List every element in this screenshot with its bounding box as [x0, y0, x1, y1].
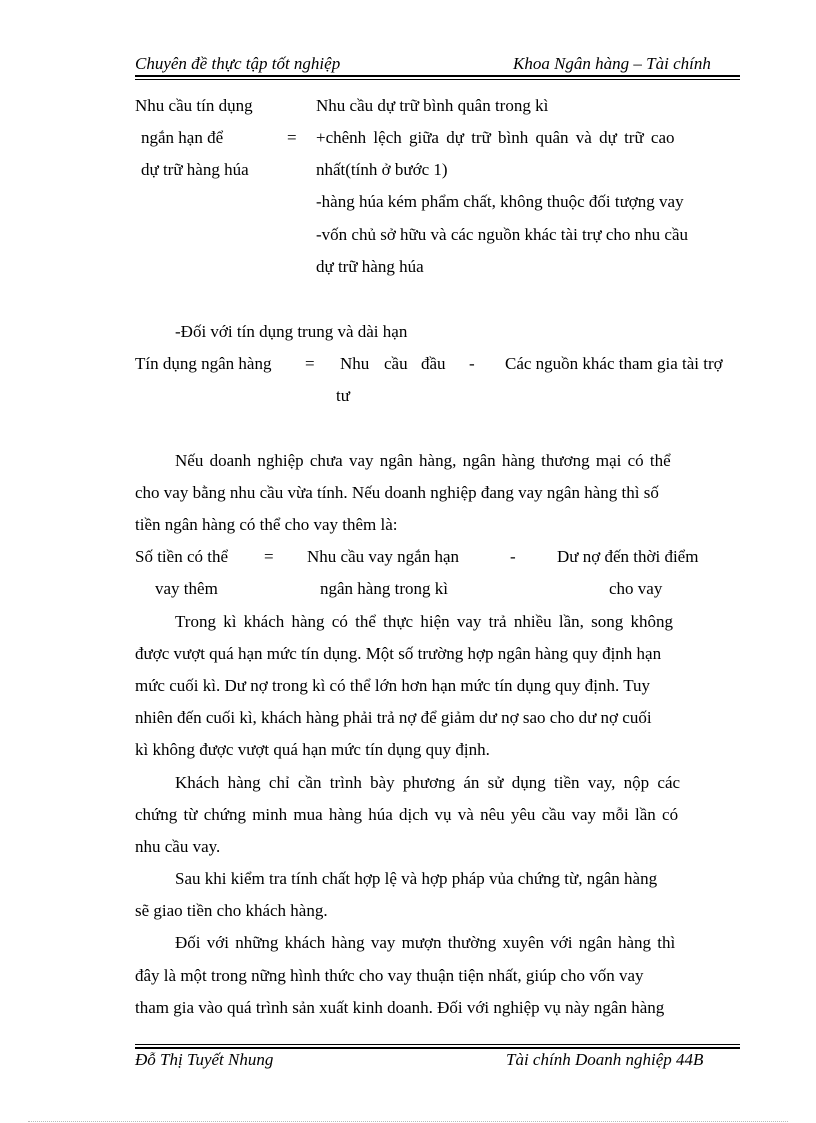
long-term-left: Tín dụng ngân hàng [135, 354, 272, 373]
formula1-left-3: dự trữ hàng húa [141, 160, 249, 179]
long-term-middle-1: Nhu [340, 354, 370, 373]
footer-left: Đỗ Thị Tuyết Nhung [135, 1050, 274, 1069]
formula1-equals: = [287, 128, 297, 147]
formula1-right-1: Nhu cầu dự trữ bình quân trong kì [316, 96, 549, 115]
para5-line-1: Đối với những khách hàng vay mượn thường xuyên với ngân hàng thì [175, 933, 676, 952]
formula1-right-2 [316, 128, 738, 148]
formula2-left-1: Số tiền có thể [135, 547, 229, 566]
para1-line-2: cho vay bằng nhu cầu vừa tính. Nếu doanh nghiệp đang vay ngân hàng thì số [135, 483, 659, 502]
para5-line-3: tham gia vào quá trình sản xuất kinh doanh. Đối với nghiệp vụ này ngân hàng [135, 998, 665, 1017]
formula2-mid-2: ngân hàng trong kì [320, 579, 448, 598]
header-right: Khoa Ngân hàng – Tài chính [513, 54, 711, 73]
formula2-minus: - [510, 547, 516, 566]
formula1-right-4: -hàng húa kém phẩm chất, không thuộc đối tượng vay [316, 192, 684, 211]
para3-line-1: Khách hàng chỉ cần trình bày phương án sử dụng tiền vay, nộp các [175, 773, 681, 792]
formula2-mid-1: Nhu cầu vay ngắn hạn [307, 547, 460, 566]
formula2-right-1: Dư nợ đến thời điểm [557, 547, 699, 566]
header-rule [135, 75, 740, 77]
para5-line-2: đây là một trong nững hình thức cho vay thuận tiện nhất, giúp cho vốn vay [135, 966, 644, 985]
para2-line-3: mức cuối kì. Dư nợ trong kì có thể lớn hơn hạn mức tín dụng quy định. Tuy [135, 676, 651, 695]
para3-line-2: chứng từ chứng minh mua hàng húa dịch vụ và nêu yêu cầu vay mỗi lần có [135, 805, 679, 824]
page-bottom-dotted-line [28, 1121, 788, 1122]
formula2-equals: = [264, 547, 274, 566]
footer-rule [135, 1047, 740, 1049]
para3-line-3: nhu cầu vay. [135, 837, 221, 856]
para2-line-4: nhiên đến cuối kì, khách hàng phải trả nợ để giảm dư nợ sao cho dư nợ cuối [135, 708, 652, 727]
para1-line-1: Nếu doanh nghiệp chưa vay ngân hàng, ngân hàng thương mại có thể [175, 451, 671, 470]
long-term-middle-3: đầu [421, 354, 446, 373]
formula1-right-5: -vốn chủ sở hữu và các nguồn khác tài trự cho nhu cầu [316, 225, 689, 244]
formula1-right-6: dự trữ hàng húa [316, 257, 424, 276]
long-term-right: Các nguồn khác tham gia tài trợ [505, 354, 723, 373]
formula1-left-1: Nhu cầu tín dụng [135, 96, 253, 115]
para2-line-5: kì không được vượt quá hạn mức tín dụng quy định. [135, 740, 490, 759]
formula1-right-2-text: +chênh lệch giữa dự trữ bình quân và dự trữ cao [316, 128, 675, 147]
para2-line-1: Trong kì khách hàng có thể thực hiện vay trả nhiều lần, song không [175, 612, 673, 631]
para1-line-3: tiền ngân hàng có thể cho vay thêm là: [135, 515, 398, 534]
long-term-middle-cont: tư [336, 386, 350, 405]
long-term-middle-2: cầu [384, 354, 408, 373]
para4-line-1: Sau khi kiểm tra tính chất hợp lệ và hợp pháp vủa chứng từ, ngân hàng [175, 869, 658, 888]
header-left: Chuyên đề thực tập tốt nghiệp [135, 54, 341, 73]
header-rule-thin [135, 79, 740, 80]
long-term-minus: - [469, 354, 475, 373]
para2-line-2: được vượt quá hạn mức tín dụng. Một số trường hợp ngân hàng quy định hạn [135, 644, 662, 663]
formula1-left-2: ngắn hạn để [141, 128, 224, 147]
long-term-equals: = [305, 354, 315, 373]
formula2-right-2: cho vay [609, 579, 663, 598]
formula2-left-2: vay thêm [155, 579, 218, 598]
para4-line-2: sẽ giao tiền cho khách hàng. [135, 901, 328, 920]
footer-rule-thin [135, 1044, 740, 1045]
formula1-right-3: nhất(tính ở bước 1) [316, 160, 448, 179]
footer-right: Tài chính Doanh nghiệp 44B [506, 1050, 704, 1069]
long-term-heading: -Đối với tín dụng trung và dài hạn [175, 322, 408, 341]
